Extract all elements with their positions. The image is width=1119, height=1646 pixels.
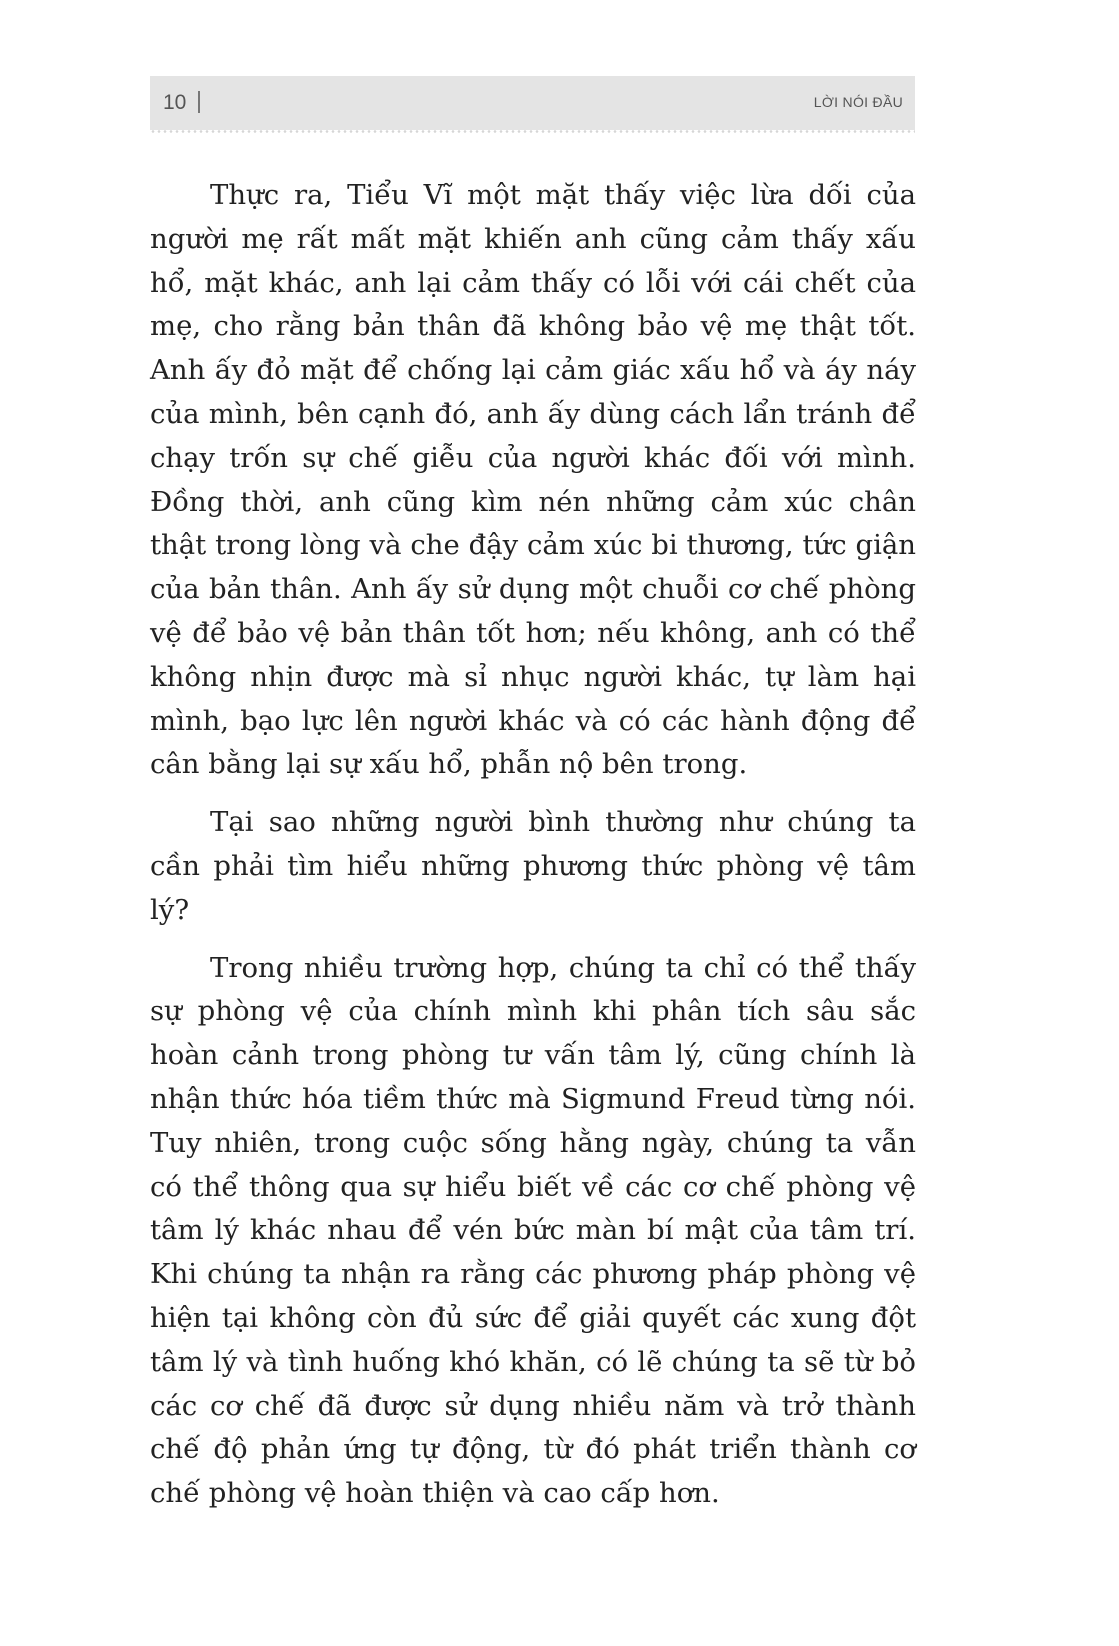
body-text <box>150 174 916 1516</box>
running-header <box>150 76 915 130</box>
page-number: 10 <box>163 91 187 114</box>
paragraph: Trong nhiều trường hợp, chúng ta chỉ có thể thấy sự phòng vệ của chính mình khi phân tích sâu sắc hoàn cảnh trong phòng tư vấn tâm lý, cũng chính là nhận thức hóa tiềm thức mà Sigmund Freud từng nói. Tuy nhiên, trong cuộc sống hằng ngày, chúng ta vẫn có thể thông qua sự hiểu biết về các cơ chế phòng vệ tâm lý khác nhau để vén bức màn bí mật của tâm trí. Khi chúng ta nhận ra rằng các phương pháp phòng vệ hiện tại không còn đủ sức để giải quyết các xung đột tâm lý và tình huống khó khăn, có lẽ chúng ta sẽ từ bỏ các cơ chế đã được sử dụng nhiều năm và trở thành chế độ phản ứng tự động, từ đó phát triển thành cơ chế phòng vệ hoàn thiện và cao cấp hơn. <box>150 951 916 1510</box>
chapter-title: LỜI NÓI ĐẦU <box>813 94 903 110</box>
paragraph: Tại sao những người bình thường như chúng ta cần phải tìm hiểu những phương thức phòng vệ tâm lý? <box>150 806 916 926</box>
header-divider <box>198 91 200 113</box>
paragraph: Thực ra, Tiểu Vĩ một mặt thấy việc lừa dối của người mẹ rất mất mặt khiến anh cũng cảm thấy xấu hổ, mặt khác, anh lại cảm thấy có lỗi với cái chết của mẹ, cho rằng bản thân đã không bảo vệ mẹ thật tốt. Anh ấy đỏ mặt để chống lại cảm giác xấu hổ và áy náy của mình, bên cạnh đó, anh ấy dùng cách lẩn tránh để chạy trốn sự chế giễu của người khác đối với mình. Đồng thời, anh cũng kìm nén những cảm xúc chân thật trong lòng và che đậy cảm xúc bi thương, tức giận của bản thân. Anh ấy sử dụng một chuỗi cơ chế phòng vệ để bảo vệ bản thân tốt hơn; nếu không, anh có thể không nhịn được mà sỉ nhục người khác, tự làm hại mình, bạo lực lên người khác và có các hành động để cân bằng lại sự xấu hổ, phẫn nộ bên trong. <box>150 179 916 781</box>
